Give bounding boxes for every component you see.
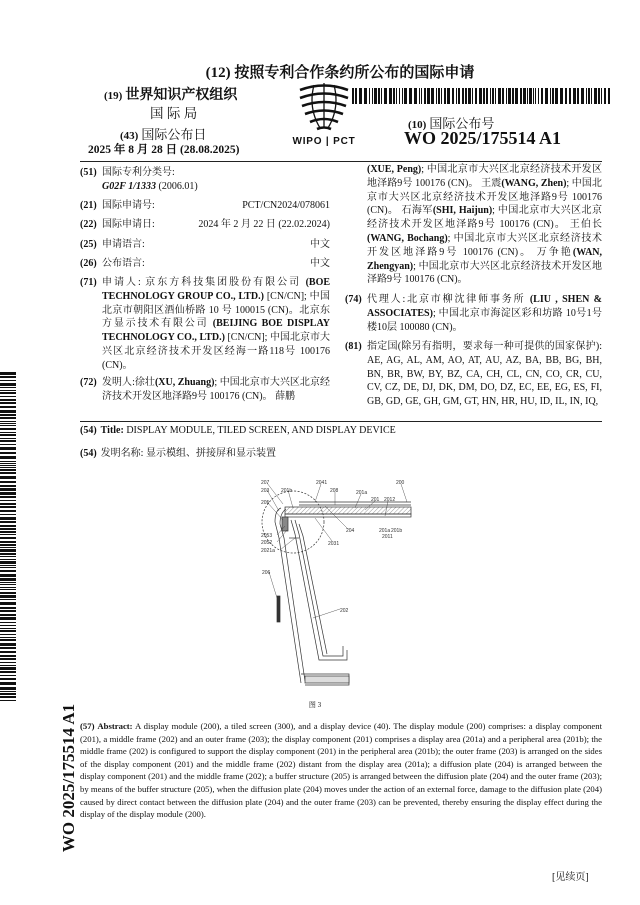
inventors-field — [80, 376, 330, 404]
barcode-bar — [424, 88, 426, 104]
barcode-bar — [0, 561, 16, 564]
barcode-bar — [0, 662, 16, 663]
barcode-bar — [535, 88, 536, 104]
field-code: (26) — [80, 258, 97, 269]
barcode-bar — [508, 88, 511, 104]
document-title: (12) 按照专利合作条约所公布的国际申请 — [205, 65, 475, 81]
side-publication-number: WO 2025/175514 A1 — [59, 703, 78, 853]
barcode-bar — [0, 432, 16, 433]
barcode-bar — [533, 88, 534, 104]
barcode-bar — [0, 651, 16, 653]
barcode-bar — [0, 372, 16, 375]
barcode-bar — [0, 637, 16, 638]
barcode-bar — [0, 461, 16, 462]
designated-states-field — [345, 340, 602, 409]
barcode-bar — [0, 599, 16, 600]
barcode-bar — [0, 472, 16, 474]
barcode-bar — [355, 88, 357, 104]
agent-name: 北京市柳沈律师事务所 — [405, 294, 526, 305]
barcode-bar — [515, 88, 518, 104]
barcode-bar — [0, 622, 16, 623]
barcode-bar — [0, 553, 16, 555]
barcode-bar — [399, 88, 400, 104]
inventors-text — [102, 376, 330, 404]
barcode-bar — [0, 584, 16, 585]
barcode-bar — [419, 88, 420, 104]
figure-label: 2053 — [261, 533, 273, 539]
barcode-bar — [0, 503, 16, 505]
application-number-field — [80, 199, 330, 213]
barcode-bar — [555, 88, 558, 104]
abstract-text: A display module (200), a tiled screen (300), and a display device (40). The display module (200) comprises: a display component (201), a middle frame (202) and an outer frame (203); the display component (201) comprises a display area (201a) and a peripheral area (201b); the middle frame (202) is configured to support the display component (201) in the peripheral area (201b); the outer frame (203) is arranged on the sides of the display component (201) and the middle frame (202) distant from the display area (201a); a diffusion plate (204) is arranged between the display component (201) and the middle frame (202); a buffer structure (205) is arranged between the diffusion plate (204) and the outer frame (203); by means of the buffer structure (205), when the diffusion plate (204) moves under the action of an external force, damage to the diffusion plate (204) caused by direct contact between the diffusion plate (204) and the outer frame (203) can be prevented, thereby ensuring the display effect during the display of the display module (200). — [80, 721, 602, 820]
outer-frame — [275, 508, 301, 683]
barcode-bar — [0, 574, 16, 577]
applicant-latin-name: (BEIJING BOE DISPLAY TECHNOLOGY CO., LTD.) — [102, 318, 330, 344]
barcode-bar — [0, 469, 16, 471]
barcode-bar — [608, 88, 610, 104]
barcode-bar — [431, 88, 434, 104]
barcode-bar — [462, 88, 464, 104]
figure-label: 2052 — [261, 540, 273, 546]
divider — [80, 161, 602, 162]
barcode-bar — [490, 88, 491, 104]
inventor-address: ; 中国北京市大兴区北京经济技术开发区地泽路9号 100176 (CN)。 — [367, 232, 602, 258]
barcode-bar — [538, 88, 539, 104]
barcode-bar — [594, 88, 597, 104]
barcode-bar — [402, 88, 403, 104]
barcode-bar — [0, 582, 16, 583]
barcode-bar — [601, 88, 602, 104]
barcode-bar — [396, 88, 397, 104]
barcode-bar — [0, 467, 16, 468]
figure-label: 2041 — [316, 480, 328, 486]
inventor-address: ; 中国北京市大兴区北京经济技术开发区地泽路9号 100176 (CN)。 — [367, 260, 602, 286]
barcode-bar — [0, 383, 16, 386]
barcode-bar — [0, 423, 16, 424]
applicants-field — [80, 276, 330, 373]
figure-label: 201b — [281, 488, 293, 494]
applicant-latin-name: (BOE TECHNOLOGY GROUP CO., LTD.) — [102, 277, 331, 302]
applicant-address: [CN/CN]; 中国北京市大兴区北京经济技术开发区经海一路118号 100176 (CN)。 — [102, 332, 331, 371]
figure-label: 2012 — [384, 497, 396, 503]
figure-label: 203 — [261, 488, 270, 494]
barcode-bar — [352, 88, 354, 104]
barcode-bar — [0, 406, 16, 408]
barcode-bar — [374, 88, 377, 104]
field-code: (71) — [80, 277, 97, 288]
barcode-bar — [486, 88, 488, 104]
ipc-version: (2006.01) — [158, 180, 198, 192]
field-code: (22) — [80, 219, 97, 230]
barcode-bar — [0, 414, 16, 416]
barcode-bar — [409, 88, 412, 104]
barcode-bar — [389, 88, 392, 104]
barcode-bar — [550, 88, 551, 104]
barcode-bar — [0, 696, 16, 698]
barcode-bar — [0, 589, 16, 590]
barcode-bar — [0, 440, 16, 442]
agent-text — [367, 293, 602, 334]
office-code: (19) — [104, 90, 123, 102]
barcode-bar — [506, 88, 507, 104]
continued-note: [见续页] — [552, 872, 589, 883]
inventor-address: ; 中国北京市大兴区北京经济技术开发区地泽路9号 100176 (CN)。 — [367, 164, 603, 189]
barcode-bar — [0, 647, 16, 649]
barcode-bar — [404, 88, 407, 104]
barcode-bar — [0, 691, 16, 692]
barcode-bar — [421, 88, 422, 104]
title-chinese — [80, 444, 276, 459]
barcode-bar — [523, 88, 526, 104]
barcode-bar — [0, 610, 16, 612]
barcode-bar — [591, 88, 592, 104]
barcode-bar — [0, 434, 16, 436]
barcode-bar — [0, 465, 16, 466]
field-code: (72) — [80, 377, 97, 388]
field-code: (54) — [80, 425, 97, 436]
barcode-bar — [0, 549, 16, 552]
barcode-bar — [0, 528, 16, 530]
barcode-bar — [0, 592, 16, 594]
barcode-bar — [0, 639, 16, 641]
field-label: 申请语言: — [102, 239, 145, 250]
barcode-bar — [586, 88, 587, 104]
figure-label: 200 — [396, 480, 405, 486]
inventor-latin-name: (XUE, Peng) — [367, 164, 422, 175]
barcode-bar — [384, 88, 387, 104]
abstract-label: Abstract: — [97, 721, 133, 731]
barcode-bar — [0, 628, 16, 629]
barcode-bar — [0, 392, 16, 394]
barcode-bar — [444, 88, 446, 104]
barcode-bar — [0, 488, 16, 491]
designated-states-text — [367, 340, 602, 409]
barcode-bar — [472, 88, 473, 104]
barcode-bar — [0, 506, 16, 508]
barcode-bar — [414, 88, 417, 104]
barcode-bar — [502, 88, 504, 104]
applicant-address: [CN/CN]; 中国北京市朝阳区酒仙桥路 10 号 100015 (CN)。 — [102, 290, 331, 316]
barcode-bar — [0, 438, 16, 439]
barcode-bar — [581, 88, 584, 104]
barcode-bar — [569, 88, 571, 104]
barcode-bar — [0, 687, 16, 690]
filing-language: 中文 — [310, 239, 330, 250]
office-subtitle: 国 际 局 — [150, 106, 198, 121]
barcode-bar — [565, 88, 567, 104]
barcode-bar — [0, 410, 16, 413]
barcode-bar — [0, 417, 16, 419]
barcode-bar — [0, 525, 16, 527]
field-code: (51) — [80, 167, 97, 178]
inventor-name: 王伯长 — [569, 219, 602, 231]
barcode-bar — [465, 88, 467, 104]
barcode-bar — [0, 399, 16, 401]
field-code: (57) — [80, 721, 95, 731]
inventor-name: 徐壮 — [134, 377, 155, 388]
title-label: Title: — [100, 425, 124, 436]
figure-label: 201b — [391, 528, 403, 534]
barcode-bar — [369, 88, 370, 104]
application-number: PCT/CN2024/078061 — [242, 200, 330, 211]
barcode-bar — [0, 578, 16, 581]
field-label: 国际申请号: — [102, 200, 155, 211]
field-label: 代理人: — [367, 294, 406, 305]
barcode-bar — [0, 678, 16, 680]
barcode-bar — [0, 655, 16, 657]
agent-field — [345, 293, 602, 334]
field-label: 发明人: — [102, 377, 135, 388]
barcode-bar — [372, 88, 373, 104]
barcode-bar — [0, 587, 16, 588]
barcode-bar — [381, 88, 382, 104]
barcode-bar — [378, 88, 380, 104]
patent-figure — [255, 478, 415, 700]
barcode-bar — [0, 547, 16, 548]
barcode-bar — [604, 88, 606, 104]
figure-label: 205 — [261, 500, 270, 506]
barcode-bar — [0, 630, 16, 632]
barcode-bar — [0, 521, 16, 523]
barcode-bar — [0, 514, 16, 515]
agent-address: ; 中国北京市海淀区彩和坊路 10号1号楼10层 100080 (CN)。 — [367, 307, 602, 333]
barcode-bar — [0, 541, 16, 543]
barcode-bar — [598, 88, 600, 104]
barcode-bar — [0, 476, 16, 479]
barcode-bar — [0, 492, 16, 495]
barcode-bar — [0, 567, 16, 568]
barcode-bar — [0, 444, 16, 445]
barcode-bar — [475, 88, 477, 104]
title-label: 发明名称: — [100, 448, 144, 459]
barcode-bar — [427, 88, 430, 104]
barcode-bar — [577, 88, 579, 104]
field-label: 公布语言: — [102, 258, 145, 269]
barcode-bar — [359, 88, 362, 104]
inventor-name: 王震 — [481, 177, 502, 189]
barcode-bar — [0, 496, 16, 498]
inventor-latin-name: (WANG, Zhen) — [501, 177, 567, 189]
inventor-name: 万争艳 — [536, 246, 573, 258]
barcode-bar — [0, 625, 16, 626]
figure-label: 208 — [330, 488, 339, 494]
barcode-bar — [0, 376, 16, 378]
office-label: 世界知识产权组织 — [125, 88, 238, 103]
inventor-latin-name: (WAN, Zhengyan) — [367, 246, 603, 272]
barcode-bar — [552, 88, 554, 104]
barcode-bar — [0, 675, 16, 676]
inventor-latin-name: (WANG, Bochang) — [367, 232, 448, 244]
barcode-bar — [0, 658, 16, 660]
barcode-bar — [456, 88, 457, 104]
display-component — [285, 507, 411, 514]
barcode-bar — [452, 88, 454, 104]
divider — [80, 421, 602, 422]
filing-language-field — [80, 238, 330, 252]
title-text: DISPLAY MODULE, TILED SCREEN, AND DISPLAY DEVICE — [126, 425, 396, 436]
barcode-bar — [0, 380, 16, 381]
barcode-bar — [0, 452, 16, 454]
barcode-bar — [0, 402, 16, 404]
barcode-bar — [441, 88, 442, 104]
abstract — [80, 720, 602, 821]
barcode-bar — [458, 88, 460, 104]
barcode — [0, 372, 16, 702]
barcode-bar — [560, 88, 563, 104]
wipo-pct-logo-text: WIPO | PCT — [292, 136, 356, 147]
barcode-bar — [541, 88, 543, 104]
barcode-bar — [0, 602, 16, 605]
inventor-address: ; 中国北京市大兴区北京经济技术开发区地泽路9号 100176 (CN)。 — [102, 377, 330, 402]
inventor-name: 薛鹏 — [275, 390, 296, 402]
barcode-bar — [545, 88, 548, 104]
barcode-bar — [0, 595, 16, 598]
field-label: 申请人: — [102, 277, 141, 288]
pub-number-label-text: 国际公布号 — [429, 116, 495, 131]
barcode-bar — [393, 88, 395, 104]
office-name — [104, 84, 237, 104]
field-code: (25) — [80, 239, 97, 250]
field-code: (21) — [80, 200, 97, 211]
barcode-bar — [0, 570, 16, 572]
barcode-bar — [438, 88, 440, 104]
publication-language: 中文 — [310, 258, 330, 269]
barcode-bar — [0, 534, 16, 535]
ipc-code: G02F 1/1333 — [102, 180, 156, 192]
component-206 — [277, 596, 280, 622]
inventors-continued — [345, 163, 602, 287]
barcode-bar — [0, 693, 16, 695]
barcode-bar — [0, 390, 16, 391]
barcode-bar — [512, 88, 514, 104]
inventor-latin-name: (XU, Zhuang) — [154, 377, 215, 388]
filing-date: 2024 年 2 月 22 日 (22.02.2024) — [198, 219, 330, 230]
barcode-bar — [0, 700, 16, 701]
country-codes: AE, AG, AL, AM, AO, AT, AU, AZ, BA, BB, BG, BH, BN, BR, BW, BY, BZ, CA, CH, CL, CN, CO, CR, CU, CV, CZ, DE, DJ, DK, DM, DO, DZ, EC, EE, EG, ES, FI, GB, GD, GE, GH, GM, GT, HN, HR, HU, ID, IL, IN, IQ, — [367, 354, 602, 408]
barcode-bar — [0, 428, 16, 430]
inventor-name: 石海军 — [401, 205, 433, 217]
barcode-bar — [0, 500, 16, 501]
inventor-address: ; 中国北京市大兴区北京经济技术开发区地泽路9号 100176 (CN)。 — [367, 205, 603, 231]
title-text: 显示模组、拼接屏和显示装置 — [145, 448, 276, 459]
barcode-bar — [0, 556, 16, 557]
barcode-bar — [498, 88, 501, 104]
figure-label: 201a — [379, 528, 391, 534]
figure-label: 2011 — [382, 534, 393, 540]
barcode-bar — [0, 447, 16, 450]
barcode-bar — [0, 617, 16, 620]
barcode-bar — [0, 614, 16, 616]
barcode-bar — [0, 643, 16, 646]
inventor-latin-name: (SHI, Haijun) — [432, 205, 493, 217]
pub-date-label-text: 国际公布日 — [141, 127, 207, 142]
barcode-bar — [495, 88, 496, 104]
buffer-structure — [282, 517, 288, 531]
barcode-bar — [479, 88, 482, 104]
pub-date: 2025 年 8 月 28 日 (28.08.2025) — [88, 144, 240, 156]
publication-language-field — [80, 257, 330, 271]
barcode-bar — [0, 510, 16, 512]
barcode-bar — [447, 88, 450, 104]
agent-latin-name: (LIU , SHEN & ASSOCIATES) — [367, 294, 603, 319]
figure-label: 201a — [356, 490, 368, 496]
ipc-label: 国际专利分类号: — [102, 167, 175, 178]
figure-label: 204 — [346, 528, 355, 534]
barcode-bar — [492, 88, 494, 104]
barcode-bar — [0, 425, 16, 426]
applicant-name: 京东方科技集团股份有限公司 — [145, 277, 302, 288]
figure-label: 206 — [262, 570, 271, 576]
barcode-bar — [0, 421, 16, 422]
pub-number-code: (10) — [408, 119, 427, 131]
figure-label: 201 — [371, 497, 380, 503]
figure-label: 207 — [261, 480, 270, 486]
barcode-bar — [573, 88, 576, 104]
barcode-bar — [527, 88, 528, 104]
barcode-bar — [0, 607, 16, 609]
barcode — [352, 88, 610, 104]
wipo-globe-logo-icon — [294, 80, 354, 135]
field-code: (81) — [345, 341, 362, 352]
ipc-field — [80, 166, 330, 194]
filing-date-field — [80, 218, 330, 232]
barcode-bar — [588, 88, 590, 104]
pub-date-code: (43) — [120, 130, 139, 142]
inventors-continued-text — [367, 163, 602, 287]
barcode-bar — [520, 88, 522, 104]
barcode-bar — [529, 88, 532, 104]
field-label: 国际申请日: — [102, 219, 155, 230]
barcode-bar — [0, 396, 16, 397]
barcode-bar — [0, 671, 16, 673]
barcode-bar — [0, 667, 16, 670]
barcode-bar — [0, 544, 16, 546]
barcode-bar — [0, 463, 16, 464]
barcode-bar — [0, 634, 16, 635]
barcode-bar — [0, 665, 16, 666]
applicants-text — [102, 276, 330, 373]
barcode-bar — [0, 485, 16, 487]
figure-label: 202 — [340, 608, 349, 614]
field-code: (74) — [345, 294, 362, 305]
barcode-bar — [0, 537, 16, 539]
ipc-value — [102, 180, 330, 194]
barcode-bar — [483, 88, 485, 104]
barcode-bar — [0, 531, 16, 533]
barcode-bar — [0, 456, 16, 459]
barcode-bar — [0, 682, 16, 685]
field-label: 指定国(除另有指明，要求每一种可提供的国家保护): — [367, 341, 602, 352]
figure-label: 2031 — [328, 541, 340, 547]
pub-number: WO 2025/175514 A1 — [404, 128, 562, 148]
inventor-address: ; 中国北京市大兴区北京经济技术开发区地泽路9号 100176 (CN)。 — [367, 177, 603, 217]
barcode-bar — [0, 517, 16, 520]
field-code: (54) — [80, 448, 97, 459]
barcode-bar — [0, 565, 16, 566]
figure-caption: 图 3 — [308, 701, 322, 709]
barcode-bar — [468, 88, 471, 104]
title-english — [80, 425, 396, 436]
barcode-bar — [364, 88, 367, 104]
barcode-bar — [0, 481, 16, 483]
barcode-bar — [436, 88, 437, 104]
figure-label: 2021a — [261, 548, 275, 554]
barcode-bar — [0, 559, 16, 560]
applicant-name: 北京东方显示技术有限公司 — [102, 304, 331, 330]
barcode-bar — [0, 387, 16, 388]
